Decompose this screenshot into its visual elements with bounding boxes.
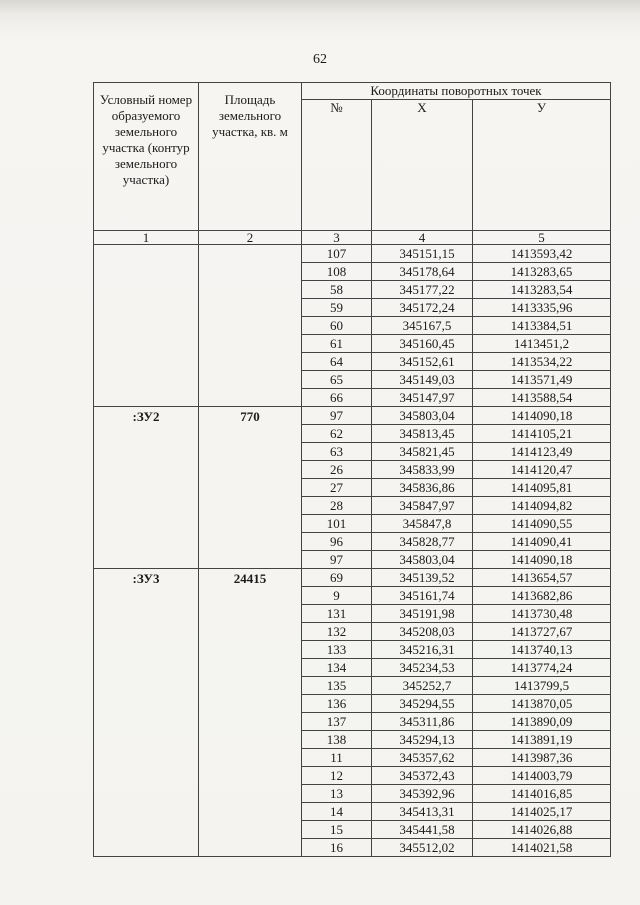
x-coordinate-cell: 345160,45 [372,335,473,353]
point-number-cell: 12 [302,767,372,785]
x-coordinate-cell: 345208,03 [372,623,473,641]
column-number: 3 [302,231,372,245]
y-coordinate-cell: 1413335,96 [473,299,611,317]
point-number-cell: 66 [302,389,372,407]
x-coordinate-cell: 345828,77 [372,533,473,551]
table-row [94,245,611,263]
x-coordinate-cell: 345833,99 [372,461,473,479]
table-row [94,407,611,425]
x-coordinate-cell: 345147,97 [372,389,473,407]
y-coordinate-cell: 1413870,05 [473,695,611,713]
point-number-cell: 11 [302,749,372,767]
y-coordinate-cell: 1414123,49 [473,443,611,461]
y-coordinate-cell: 1413534,22 [473,353,611,371]
point-number-cell: 134 [302,659,372,677]
y-coordinate-cell: 1414094,82 [473,497,611,515]
x-coordinate-cell: 345821,45 [372,443,473,461]
x-coordinate-cell: 345167,5 [372,317,473,335]
y-coordinate-cell: 1413682,86 [473,587,611,605]
y-header: У [473,100,611,231]
y-coordinate-cell: 1414003,79 [473,767,611,785]
point-number-cell: 135 [302,677,372,695]
y-coordinate-cell: 1414090,18 [473,551,611,569]
x-header: X [372,100,473,231]
point-number-cell: 131 [302,605,372,623]
x-coordinate-cell: 345152,61 [372,353,473,371]
area-cell [199,245,302,407]
point-number-cell: 61 [302,335,372,353]
point-number-cell: 97 [302,407,372,425]
y-coordinate-cell: 1413654,57 [473,569,611,587]
y-coordinate-cell: 1413987,36 [473,749,611,767]
y-coordinate-cell: 1413891,19 [473,731,611,749]
point-number-cell: 101 [302,515,372,533]
x-coordinate-cell: 345372,43 [372,767,473,785]
y-coordinate-cell: 1413799,5 [473,677,611,695]
point-number-cell: 96 [302,533,372,551]
x-coordinate-cell: 345161,74 [372,587,473,605]
x-coordinate-cell: 345234,53 [372,659,473,677]
point-number-cell: 27 [302,479,372,497]
point-number-cell: 137 [302,713,372,731]
y-coordinate-cell: 1413890,09 [473,713,611,731]
x-coordinate-cell: 345191,98 [372,605,473,623]
column-numbers-row [94,231,611,245]
y-coordinate-cell: 1414026,88 [473,821,611,839]
x-coordinate-cell: 345803,04 [372,551,473,569]
point-number-cell: 58 [302,281,372,299]
point-number-cell: 107 [302,245,372,263]
point-number-cell: 133 [302,641,372,659]
point-number-cell: 132 [302,623,372,641]
coordinates-header: Координаты поворотных точек [302,83,611,100]
column-number: 4 [372,231,473,245]
y-coordinate-cell: 1414090,55 [473,515,611,533]
x-coordinate-cell: 345311,86 [372,713,473,731]
y-coordinate-cell: 1413571,49 [473,371,611,389]
point-number-cell: 138 [302,731,372,749]
y-coordinate-cell: 1414095,81 [473,479,611,497]
x-coordinate-cell: 345151,15 [372,245,473,263]
y-coordinate-cell: 1413740,13 [473,641,611,659]
point-number-cell: 62 [302,425,372,443]
point-number-cell: 108 [302,263,372,281]
page-number: 62 [313,52,327,67]
y-coordinate-cell: 1413588,54 [473,389,611,407]
point-number-cell: 97 [302,551,372,569]
x-coordinate-cell: 345803,04 [372,407,473,425]
x-coordinate-cell: 345139,52 [372,569,473,587]
area-cell: 770 [199,407,302,569]
point-number-cell: 28 [302,497,372,515]
parcel-number-cell: :ЗУ2 [94,407,199,569]
point-number-cell: 16 [302,839,372,857]
y-coordinate-cell: 1413451,2 [473,335,611,353]
x-coordinate-cell: 345847,97 [372,497,473,515]
x-coordinate-cell: 345178,64 [372,263,473,281]
point-number-cell: 65 [302,371,372,389]
point-number-cell: 136 [302,695,372,713]
point-number-cell: 13 [302,785,372,803]
x-coordinate-cell: 345413,31 [372,803,473,821]
y-coordinate-cell: 1413730,48 [473,605,611,623]
point-number-cell: 59 [302,299,372,317]
point-number-cell: 9 [302,587,372,605]
column-number: 2 [199,231,302,245]
coordinates-table [93,82,611,857]
x-coordinate-cell: 345216,31 [372,641,473,659]
table-body [94,245,611,857]
x-coordinate-cell: 345172,24 [372,299,473,317]
area-cell: 24415 [199,569,302,857]
point-number-cell: 64 [302,353,372,371]
column-number: 5 [473,231,611,245]
point-number-cell: 15 [302,821,372,839]
x-coordinate-cell: 345836,86 [372,479,473,497]
y-coordinate-cell: 1414090,18 [473,407,611,425]
y-coordinate-cell: 1414025,17 [473,803,611,821]
x-coordinate-cell: 345392,96 [372,785,473,803]
point-number-cell: 26 [302,461,372,479]
point-number-header: № [302,100,372,231]
y-coordinate-cell: 1413593,42 [473,245,611,263]
x-coordinate-cell: 345149,03 [372,371,473,389]
x-coordinate-cell: 345847,8 [372,515,473,533]
point-number-cell: 63 [302,443,372,461]
y-coordinate-cell: 1414120,47 [473,461,611,479]
x-coordinate-cell: 345813,45 [372,425,473,443]
y-coordinate-cell: 1414016,85 [473,785,611,803]
y-coordinate-cell: 1414105,21 [473,425,611,443]
table-header [94,83,611,245]
y-coordinate-cell: 1414090,41 [473,533,611,551]
x-coordinate-cell: 345357,62 [372,749,473,767]
table-row [94,569,611,587]
parcel-number-cell [94,245,199,407]
x-coordinate-cell: 345177,22 [372,281,473,299]
y-coordinate-cell: 1413283,54 [473,281,611,299]
point-number-cell: 14 [302,803,372,821]
y-coordinate-cell: 1413384,51 [473,317,611,335]
column-number: 1 [94,231,199,245]
x-coordinate-cell: 345294,55 [372,695,473,713]
x-coordinate-cell: 345252,7 [372,677,473,695]
x-coordinate-cell: 345294,13 [372,731,473,749]
y-coordinate-cell: 1413283,65 [473,263,611,281]
parcel-number-header: Условный номер образуемого земельного участка (контур земельного участка) [94,83,199,231]
point-number-cell: 60 [302,317,372,335]
area-header: Площадь земельного участка, кв. м [199,83,302,231]
point-number-cell: 69 [302,569,372,587]
x-coordinate-cell: 345441,58 [372,821,473,839]
parcel-number-cell: :ЗУ3 [94,569,199,857]
y-coordinate-cell: 1413727,67 [473,623,611,641]
y-coordinate-cell: 1413774,24 [473,659,611,677]
y-coordinate-cell: 1414021,58 [473,839,611,857]
x-coordinate-cell: 345512,02 [372,839,473,857]
